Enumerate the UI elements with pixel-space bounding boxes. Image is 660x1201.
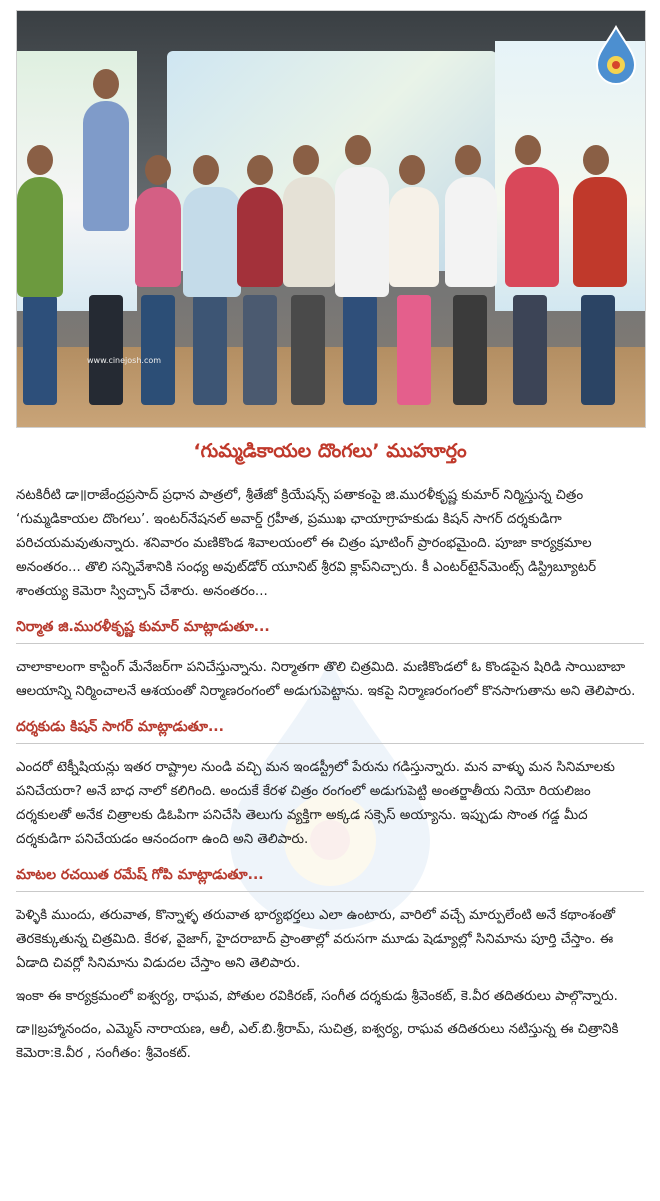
- intro-paragraph: నటకిరీటి డా॥రాజేంద్రప్రసాద్ ప్రధాన పాత్రలో, శ్రీతేజో క్రియేషన్స్ పతాకంపై జి.మురళీకృష్ణ కుమార్ నిర్మిస్తున్న చిత్రం ‘గుమ్మడికాయల దొంగలు’. ఇంటర్‌నేషనల్ అవార్డ్ గ్రహీత, ప్రముఖ ఛాయాగ్రాహకుడు కిషన్ సాగర్ దర్శకుడిగా పరిచయమవుతున్నారు. శనివారం మణికొండ శివాలయంలో ఈ చిత్రం షూటింగ్ ప్రారంభమైంది. పూజా కార్యక్రమాల అనంతరం... తొలి సన్నివేశానికి సంధ్య అవుట్‌డోర్ యూనిట్ శ్రీరవి క్లాప్‌నిచ్చారు. కీ ఎంటర్‌టైన్‌మెంట్స్ డిస్ట్రిబ్యూటర్ శాంతయ్య కెమెరా స్విచ్చాన్ చేశారు. అనంతరం...: [16, 488, 597, 599]
- person-figure: [243, 295, 277, 405]
- section-heading-producer: నిర్మాత జి.మురళీకృష్ణ కుమార్ మాట్లాడుతూ...: [16, 613, 644, 644]
- article-title: ‘గుమ్మడికాయల దొంగలు’ ముహూర్తం: [193, 440, 467, 462]
- person-figure: [335, 167, 389, 297]
- person-figure: [183, 187, 241, 297]
- person-figure: [453, 295, 487, 405]
- person-figure: [581, 295, 615, 405]
- person-figure: [89, 295, 123, 405]
- photo-watermark: www.cinejosh.com: [87, 356, 162, 365]
- person-figure: [505, 167, 559, 287]
- closing-paragraph: ఇంకా ఈ కార్యక్రమంలో ఐశ్వర్య, రాఘవ, పోతుల రవికిరణ్, సంగీత దర్శకుడు శ్రీవెంకట్, కె.వీర తదితరులు పాల్గొన్నారు.: [16, 989, 618, 1004]
- person-figure: [343, 295, 377, 405]
- section-heading-director: దర్శకుడు కిషన్ సాగర్ మాట్లాడుతూ...: [16, 713, 644, 744]
- drop-logo-icon: [593, 25, 639, 87]
- section-heading-writer: మాటల రచయిత రమేష్ గోపి మాట్లాడుతూ...: [16, 861, 644, 892]
- person-figure: [513, 295, 547, 405]
- section-body-producer: చాలాకాలంగా కాస్టింగ్ మేనేజర్‌గా పనిచేస్తున్నాను. నిర్మాతగా తొలి చిత్రమిది. మణికొండలో ఓ కొండపైన షిరిడి సాయిబాబా ఆలయాన్ని నిర్మించాలనే ఆశయంతో నిర్మాణరంగంలో అడుగుపెట్టాను. ఇకపై నిర్మాణరంగంలో కొనసాగుతాను అని తెలిపారు.: [16, 660, 636, 699]
- section-body-director: ఎందరో టెక్నీషియన్లు ఇతర రాష్ట్రాల నుండి వచ్చి మన ఇండస్ట్రీలో పేరును గడిస్తున్నారు. మన వాళ్ళు మన సినిమాలకు పనిచేయరా? అనే బాధ నాలో కలిగింది. అందుకే కేరళ చిత్రం రంగంలో అడుగుపెట్టి అంతర్జాతీయ నియో రియలిజం దర్శకులతో అనేక చిత్రాలకు డిఓపిగా పనిచేసి తెలుగు వ్యక్తిగా అక్కడ సక్సెస్ అయ్యాను. ఇప్పుడు సొంత గడ్డ మీద దర్శకుడిగా పనిచేయడం ఆనందంగా ఉంది అని తెలిపారు.: [16, 760, 615, 847]
- person-figure: [389, 187, 439, 287]
- person-figure: [397, 295, 431, 405]
- event-photo: [16, 10, 646, 428]
- person-figure: [17, 177, 63, 297]
- section-body-writer: పెళ్ళికి ముందు, తరువాత, కొన్నాళ్ళ తరువాత భార్యభర్తలు ఎలా ఉంటారు, వారిలో వచ్చే మార్పులేంటి అనే కథాంశంతో తెరకెక్కుతున్న చిత్రమిది. కేరళ, వైజాగ్, హైదరాబాద్ ప్రాంతాల్లో వరుసగా మూడు షెడ్యూల్లో సినిమాను పూర్తి చేస్తాం. ఈ ఏడాది చివర్లో సినిమాను విడుదల చేస్తాం అని తెలిపారు.: [16, 908, 616, 971]
- article-body: [16, 484, 644, 1075]
- person-figure: [83, 101, 129, 231]
- person-figure: [141, 295, 175, 405]
- person-figure: [237, 187, 283, 287]
- person-figure: [291, 295, 325, 405]
- person-figure: [573, 177, 627, 287]
- person-figure: [23, 295, 57, 405]
- person-figure: [135, 187, 181, 287]
- person-figure: [283, 177, 335, 287]
- person-figure: [445, 177, 497, 287]
- person-figure: [193, 295, 227, 405]
- credits-paragraph: డా॥బ్రహ్మానందం, ఎమ్మెస్ నారాయణ, ఆలీ, ఎల్.బి.శ్రీరామ్, సుచిత్ర, ఐశ్వర్య, రాఘవ తదితరులు నటిస్తున్న ఈ చిత్రానికి కెమెరా:కె.వీర , సంగీతం: శ్రీవెంకట్.: [16, 1022, 619, 1061]
